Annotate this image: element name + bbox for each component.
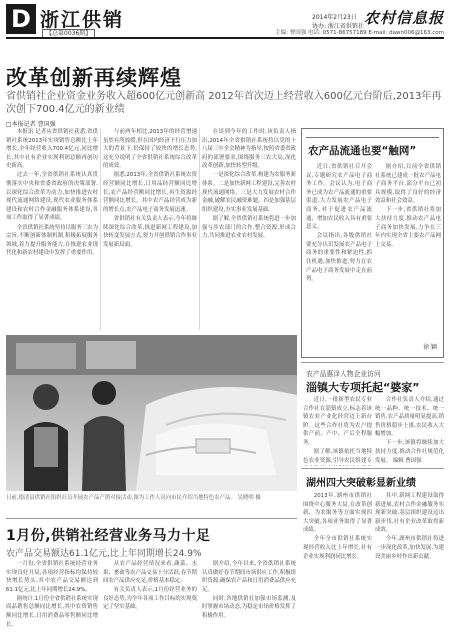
paragraph: 全省供销社系统坚持以服务三农为宗旨,不断创新体制机制,积极拓展服务领域,着力提升服务能力,在推进农业现代化和新农村建设中发挥了重要作用。 [6,224,98,257]
paragraph: 其中,新网工程建设取得新进展,农村合作金融服务实现新突破,基层组织建设迈出新步伐,社有企业改革取得新成效。 [375,493,444,534]
paragraph: 近日,一批新型农民专业合作社在淄镇成立,标志着该镇农业产业化经营迈上新台阶。这些合作社将为农户提供产前、产中、产后全程服务。 [303,397,372,446]
paragraph: 会议指出,各级供销社要充分认识发展农产品电子商务的重要性和紧迫性,抓住机遇,加快推进,努力在农产品电子商务发展中走在前列。 [306,233,372,283]
bottom-column-3 [202,560,296,638]
issue-number: 【总第0036期】 [42,29,95,39]
sidebar-box [301,128,444,358]
column-divider [100,128,101,330]
sidebar-column-1 [306,163,372,355]
paragraph: 省供销社有关负责人表示,今年将继续深化综合改革,推进新网工程建设,加快转变发展方式,努力开创供销合作事业发展新局面。 [103,215,197,248]
co-organizer: 协办: 浙江省供销社 [312,23,364,30]
right-story-column-2 [375,396,444,466]
section-letter-badge: D [6,4,36,34]
paragraph: 据介绍,今年以来,全省供销社系统认真做好春节期间市场供应工作,积极组织货源,确保农产品和日用消费品供应充足。 [202,561,296,593]
bottom-subhead: 农产品交易额达61.1亿元,比上年同期增长24.9% [6,549,202,559]
lead-subhead: 省供销社企业资金业务收入超600亿元创新高 2012年首次迈上经营收入600亿元台阶后,2013年再次创下700.4亿元的新业绩 [6,91,442,115]
sidebar-top-rule [306,137,439,138]
photo-caption: 日前,德清县供销社组织社员开展农产品产销对接活动,图为工作人员向市民介绍当地特色农产品。 吴晓明 摄 [6,495,261,501]
bottom-story-rule [6,518,297,519]
paragraph: 本报讯 记者从省供销社获悉,省供销社系统2013年实现销售总额比上年增长,全年经营收入700.4亿元,同比增长,其中社有企业实现利润总额再创历史新高。 [6,129,98,170]
editor-contact: 主编: 曹国强 电话: 0571-86757189 E-mail: dawn006@163.com [275,30,444,36]
paragraph: 从农产品经营情况来看,蔬菜、水果、畜禽等农产品交易十分活跃,春节期间农产品供应充足,价格基本稳定。 [103,561,197,585]
right-story2-rule [301,468,444,469]
paragraph: 过去一年,全省供销社系统认真贯彻落实中央和省委省政府的决策部署,以深化综合改革为动力,加快推进农村现代流通网络建设,现代农业服务体系建设和农村合作金融服务体系建设,各项工作取得了显著成绩。 [6,172,98,222]
right-story-column-1 [303,396,372,466]
paragraph: 一是深化综合改革,构建为农服务新体系。二是加快新网工程建设,完善农村现代流通网络。三是大力发展农村合作金融,破解农民融资难题。四是加强基层组织建设,夯实事业发展基础。 [202,172,296,213]
right-story2-headline: 湖州四大突破彰显新业绩 [306,478,416,489]
sidebar-headline: 农产品流通也要“触网” [308,145,417,157]
section-title: 浙江供销 [40,9,125,31]
paragraph: 与前两年相比,2013年的经营增速虽然有所放缓,但在国内经济下行压力加大的背景下,仍保持了较快的增长态势,这充分说明了全省供销社系统综合改革的成效。 [103,129,197,170]
paragraph: 据了解,全省供销社系统将进一步加强与涉农部门的合作,整合资源,形成合力,共同推进农业农村发展。 [202,215,296,240]
right-story2-column-1 [303,492,372,638]
paragraph: 据统计,1月份全省供销社系统实现商品销售总额同比增长,其中农资销售额同比增长,日用消费品零售额同比增长。 [6,595,98,628]
lead-column-3 [202,128,296,330]
sidebar-column-2 [375,163,441,343]
masthead-rule [6,37,444,39]
paragraph: 据悉,2013年,全省供销社系统农资经营额同比增长,日用品经营额同比增长,农产品经营额同比增长,再生资源经营额同比增长。其中农产品经营成为新的增长点,农产品电子商务发展迅速。 [103,172,197,213]
paragraph: 有关负责人表示,1月份经营业务的良好态势,为全年各项工作目标的实现奠定了坚实基础。 [103,587,197,611]
sidebar-author: 徐 颖 [423,344,437,351]
issue-date: 2014年2月23日 [312,14,357,21]
bottom-column-2 [103,560,197,638]
paragraph: 近日,省供销社召开会议,专题研究农产品电子商务工作。会议认为,电子商务已成为农产品流通的重要渠道,大力发展农产品电子商务,对于促进农产品流通、增加农民收入具有重要意义。 [306,164,372,231]
right-story-rule [301,362,444,363]
news-photo [6,335,297,491]
lead-column-2 [103,128,197,330]
column-divider [199,128,200,330]
bottom-headline: 1月份,供销社经营业务马力十足 [6,528,211,544]
paragraph: 2013年,湖州市供销社围绕中心服务大局,在改革创新、为农服务等方面实现四大突破,各项业务取得了显著成绩。 [303,493,372,534]
paragraph: 下一步,省供销社将加大扶持力度,推动农产品电子商务加快发展,力争在三年内实现全省主要农产品网上交易。 [375,207,441,248]
right-story-headline: 淄镇大专项托起“婆家” [306,381,420,394]
paragraph: 同时,各地供销社加强市场监测,及时掌握市场动态,为稳定市场价格发挥了积极作用。 [202,595,296,620]
paragraph: 今年,湖州市供销社将进一步深化改革,加快发展,为建设美丽乡村作出新贡献。 [375,536,444,560]
right-story-kicker: 农产品惠泽人物企业访问 [306,370,381,378]
bottom-column-1 [6,560,98,638]
paragraph: 一月份,全省供销社系统经营业务实现良好开局,各项经营指标均保持较快增长势头,其中农产品交易额达到61.1亿元,比上年同期增长24.9%。 [6,561,98,593]
paragraph: 全年全市供销社系统实现经营收入比上年增长,社有企业实现利润同比增长。 [303,536,372,560]
lead-byline: □本报记者 曹国强 [6,121,56,128]
paragraph: 下一步,该镇将继续加大扶持力度,推动合作社规范化发展。 编辑 曹国强 [375,440,444,464]
photo-illustration [6,335,297,491]
paragraph: 据介绍,目前全省供销社系统已建成一批农产品电子商务平台,部分平台已初具规模,取得了良好的经济效益和社会效益。 [375,164,441,205]
newspaper-logo: 农村信息报 [363,9,444,27]
paragraph: 在谈到今年的工作时,该负责人指出,2014年全省供销社系统将以党的十八届三中全会精神为指导,按照省委省政府的部署要求,围绕服务三农大局,深化改革创新,加快转型升级。 [202,129,296,170]
lead-column-1 [6,128,98,330]
paragraph: 据了解,该镇依托当地特色农业资源,引导农民组建专 [303,449,372,464]
paragraph: 合作社负责人介绍,通过统一品种、统一技术、统一销售,农产品质量明显提高,销售价格稳步上涨,农民收入大幅增加。 [375,397,444,438]
lead-headline: 改革创新再续辉煌 [6,66,182,90]
right-story2-column-2 [375,492,444,638]
